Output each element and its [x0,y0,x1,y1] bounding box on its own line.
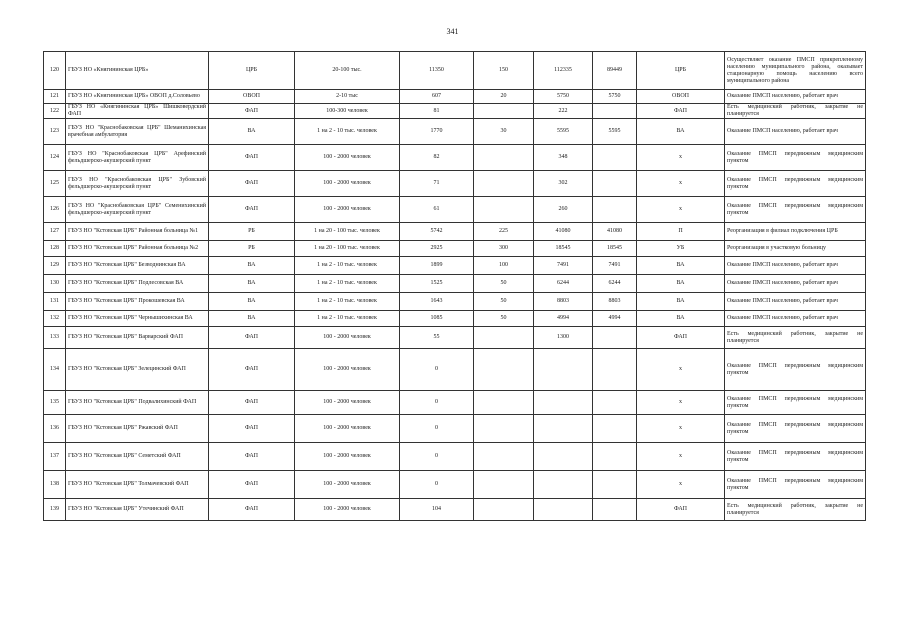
new-facility-type: x [637,349,725,391]
facility-name: ГБУЗ НО "Кстовская ЦРБ" Ржавский ФАП [66,415,209,443]
planned-action-note: Реорганизация в филиал подключения ЦРБ [725,223,866,241]
table-row [44,327,866,349]
planned-action-note: Есть медицинский работник, закрытие не планируется [725,499,866,521]
value-distance [474,499,534,521]
planned-action-note: Оказание ПМСП населению, работает врач [725,293,866,311]
value-population: 0 [400,349,474,391]
new-facility-type: x [637,145,725,171]
table-row [44,257,866,275]
facility-name: ГБУЗ НО "Кстовская ЦРБ" Утечинский ФАП [66,499,209,521]
facility-type: ЦРБ [209,52,295,90]
new-facility-type: x [637,197,725,223]
table-row [44,499,866,521]
facility-type: ВА [209,275,295,293]
new-facility-type: ВА [637,293,725,311]
facilities-table [43,51,866,521]
population-norm: 1 на 20 - 100 тыс. человек [295,223,400,241]
table-row [44,349,866,391]
row-number: 124 [44,145,66,171]
value-attached: 41080 [534,223,593,241]
planned-action-note: Оказание ПМСП населению, работает врач [725,90,866,104]
planned-action-note: Оказание ПМСП передвижным медицинским пунктом [725,443,866,471]
table-row [44,145,866,171]
new-facility-type: ФАП [637,327,725,349]
new-facility-type: x [637,391,725,415]
value-attached: 260 [534,197,593,223]
value-distance: 50 [474,311,534,327]
facility-type: ФАП [209,391,295,415]
row-number: 127 [44,223,66,241]
table-row [44,415,866,443]
value-distance: 300 [474,241,534,257]
new-facility-type: x [637,171,725,197]
table-row [44,119,866,145]
value-attached: 348 [534,145,593,171]
value-attached: 8803 [534,293,593,311]
table-row [44,197,866,223]
planned-action-note: Оказание ПМСП населению, работает врач [725,119,866,145]
planned-action-note: Оказание ПМСП передвижным медицинским пунктом [725,171,866,197]
value-served [593,415,637,443]
population-norm: 100 - 2000 человек [295,171,400,197]
population-norm: 100-300 человек [295,104,400,119]
value-population: 0 [400,471,474,499]
population-norm: 1 на 2 - 10 тыс. человек [295,293,400,311]
value-population: 0 [400,391,474,415]
facility-type: ОВОП [209,90,295,104]
value-attached: 5595 [534,119,593,145]
new-facility-type: ЦРБ [637,52,725,90]
value-population: 11350 [400,52,474,90]
value-attached [534,349,593,391]
new-facility-type: П [637,223,725,241]
planned-action-note: Оказание ПМСП передвижным медицинским пунктом [725,391,866,415]
value-attached: 4994 [534,311,593,327]
row-number: 137 [44,443,66,471]
row-number: 125 [44,171,66,197]
row-number: 133 [44,327,66,349]
population-norm: 100 - 2000 человек [295,197,400,223]
value-served: 4994 [593,311,637,327]
facility-type: ФАП [209,171,295,197]
facility-name: ГБУЗ НО "Краснобаковская ЦРБ" Шеманихинская врачебная амбулатория [66,119,209,145]
facility-name: ГБУЗ НО "Кстовская ЦРБ" Семетский ФАП [66,443,209,471]
value-attached: 7491 [534,257,593,275]
facility-name: ГБУЗ НО "Кстовская ЦРБ" Районная больница №2 [66,241,209,257]
value-attached [534,415,593,443]
row-number: 135 [44,391,66,415]
facility-name: ГБУЗ НО «Княгининская ЦРБ» ОВОП д.Соловьево [66,90,209,104]
value-distance: 150 [474,52,534,90]
value-served [593,171,637,197]
population-norm: 1 на 2 - 10 тыс. человек [295,257,400,275]
value-attached [534,471,593,499]
new-facility-type: УБ [637,241,725,257]
facility-type: ВА [209,311,295,327]
value-attached: 112335 [534,52,593,90]
facility-name: ГБУЗ НО "Кстовская ЦРБ" Подвалихинский ФАП [66,391,209,415]
value-served [593,391,637,415]
facility-type: ФАП [209,499,295,521]
value-served [593,327,637,349]
new-facility-type: ВА [637,257,725,275]
planned-action-note: Оказание ПМСП передвижным медицинским пунктом [725,349,866,391]
facility-name: ГБУЗ НО "Кстовская ЦРБ" Районная больница №1 [66,223,209,241]
value-population: 1770 [400,119,474,145]
facility-type: ФАП [209,197,295,223]
planned-action-note: Оказание ПМСП передвижным медицинским пунктом [725,415,866,443]
facility-name: ГБУЗ НО "Кстовская ЦРБ" Прокошевская ВА [66,293,209,311]
population-norm: 1 на 2 - 10 тыс. человек [295,311,400,327]
table-row [44,241,866,257]
value-population: 61 [400,197,474,223]
row-number: 128 [44,241,66,257]
value-attached: 18545 [534,241,593,257]
row-number: 120 [44,52,66,90]
value-served [593,443,637,471]
table-body [44,52,866,521]
value-served: 5750 [593,90,637,104]
row-number: 121 [44,90,66,104]
table-row [44,443,866,471]
new-facility-type: ВА [637,119,725,145]
planned-action-note: Оказание ПМСП передвижным медицинским пунктом [725,197,866,223]
facility-type: ФАП [209,104,295,119]
value-population: 55 [400,327,474,349]
planned-action-note: Оказание ПМСП населению, работает врач [725,311,866,327]
value-distance [474,145,534,171]
value-attached: 222 [534,104,593,119]
value-served [593,145,637,171]
value-served [593,197,637,223]
value-population: 607 [400,90,474,104]
population-norm: 1 на 2 - 10 тыс. человек [295,119,400,145]
new-facility-type: x [637,415,725,443]
page-number: 341 [446,27,459,36]
table-row [44,104,866,119]
population-norm: 100 - 2000 человек [295,327,400,349]
value-served: 5595 [593,119,637,145]
value-population: 0 [400,415,474,443]
value-distance [474,327,534,349]
value-distance: 20 [474,90,534,104]
table-row [44,391,866,415]
facility-name: ГБУЗ НО "Краснобаковская ЦРБ" Арефинский фельдшерско-акушерский пункт [66,145,209,171]
table-row [44,471,866,499]
row-number: 129 [44,257,66,275]
table-row [44,275,866,293]
value-population: 2925 [400,241,474,257]
new-facility-type: ОВОП [637,90,725,104]
value-attached [534,391,593,415]
table-row [44,90,866,104]
facility-type: ФАП [209,443,295,471]
value-population: 104 [400,499,474,521]
facility-name: ГБУЗ НО "Кстовская ЦРБ" Толмачевский ФАП [66,471,209,499]
row-number: 123 [44,119,66,145]
new-facility-type: ВА [637,311,725,327]
value-served: 6244 [593,275,637,293]
facility-type: ВА [209,119,295,145]
value-population: 5742 [400,223,474,241]
facility-name: ГБУЗ НО "Кстовская ЦРБ" Чернышихинская ВА [66,311,209,327]
row-number: 138 [44,471,66,499]
population-norm: 2-10 тыс [295,90,400,104]
value-distance: 50 [474,275,534,293]
facility-type: ФАП [209,471,295,499]
value-population: 71 [400,171,474,197]
value-served: 41080 [593,223,637,241]
facility-name: ГБУЗ НО «Княгининская ЦРБ» [66,52,209,90]
value-population: 0 [400,443,474,471]
value-served: 7491 [593,257,637,275]
value-distance [474,415,534,443]
population-norm: 100 - 2000 человек [295,499,400,521]
row-number: 134 [44,349,66,391]
value-population: 1085 [400,311,474,327]
value-served: 8803 [593,293,637,311]
value-served [593,349,637,391]
facility-name: ГБУЗ НО "Кстовская ЦРБ" Варварский ФАП [66,327,209,349]
row-number: 126 [44,197,66,223]
value-attached [534,499,593,521]
population-norm: 100 - 2000 человек [295,349,400,391]
facility-name: ГБУЗ НО "Кстовская ЦРБ" Зелецинский ФАП [66,349,209,391]
new-facility-type: x [637,443,725,471]
value-served [593,499,637,521]
population-norm: 1 на 2 - 10 тыс. человек [295,275,400,293]
value-served [593,104,637,119]
facility-name: ГБУЗ НО "Кстовская ЦРБ" Безводнинская ВА [66,257,209,275]
value-attached: 302 [534,171,593,197]
planned-action-note: Оказание ПМСП передвижным медицинским пунктом [725,145,866,171]
new-facility-type: ФАП [637,499,725,521]
value-distance [474,171,534,197]
facility-name: ГБУЗ НО "Краснобаковская ЦРБ" Зубовский фельдшерско-акушерский пункт [66,171,209,197]
value-distance [474,391,534,415]
planned-action-note: Оказание ПМСП передвижным медицинским пунктом [725,471,866,499]
table-row [44,171,866,197]
value-population: 1643 [400,293,474,311]
facility-type: ФАП [209,327,295,349]
population-norm: 100 - 2000 человек [295,391,400,415]
value-population: 1525 [400,275,474,293]
population-norm: 100 - 2000 человек [295,415,400,443]
facility-type: ФАП [209,145,295,171]
planned-action-note: Оказание ПМСП населению, работает врач [725,257,866,275]
value-distance: 50 [474,293,534,311]
value-population: 82 [400,145,474,171]
facility-name: ГБУЗ НО "Краснобаковская ЦРБ" Семенихинский фельдшерско-акушерский пункт [66,197,209,223]
facility-type: ВА [209,293,295,311]
table-row [44,311,866,327]
population-norm: 100 - 2000 человек [295,145,400,171]
planned-action-note: Реорганизация в участковую больницу [725,241,866,257]
facility-type: РБ [209,223,295,241]
population-norm: 1 на 20 - 100 тыс. человек [295,241,400,257]
value-attached: 5750 [534,90,593,104]
value-distance: 225 [474,223,534,241]
table-row [44,223,866,241]
row-number: 136 [44,415,66,443]
value-attached [534,443,593,471]
facility-type: ВА [209,257,295,275]
value-population: 1899 [400,257,474,275]
new-facility-type: ФАП [637,104,725,119]
new-facility-type: x [637,471,725,499]
facility-type: РБ [209,241,295,257]
planned-action-note: Есть медицинский работник, закрытие не планируется [725,104,866,119]
value-distance: 30 [474,119,534,145]
value-served: 18545 [593,241,637,257]
value-distance: 100 [474,257,534,275]
row-number: 130 [44,275,66,293]
facility-type: ФАП [209,415,295,443]
table-row [44,52,866,90]
value-distance [474,104,534,119]
row-number: 139 [44,499,66,521]
value-distance [474,197,534,223]
value-served: 89449 [593,52,637,90]
new-facility-type: ВА [637,275,725,293]
facility-name: ГБУЗ НО "Кстовская ЦРБ" Подлесовская ВА [66,275,209,293]
planned-action-note: Есть медицинский работник, закрытие не планируется [725,327,866,349]
row-number: 122 [44,104,66,119]
value-distance [474,443,534,471]
planned-action-note: Оказание ПМСП населению, работает врач [725,275,866,293]
table-row [44,293,866,311]
population-norm: 100 - 2000 человек [295,443,400,471]
planned-action-note: Осуществляет оказание ПМСП прикрепленному населению муниципального района, оказывает стационарную помощь населению всего муниципального района [725,52,866,90]
value-served [593,471,637,499]
population-norm: 20-100 тыс. [295,52,400,90]
facility-name: ГБУЗ НО «Княгининская ЦРБ» Шишковердский ФАП [66,104,209,119]
population-norm: 100 - 2000 человек [295,471,400,499]
value-attached: 1300 [534,327,593,349]
row-number: 131 [44,293,66,311]
value-distance [474,471,534,499]
value-distance [474,349,534,391]
row-number: 132 [44,311,66,327]
value-population: 81 [400,104,474,119]
facility-type: ФАП [209,349,295,391]
value-attached: 6244 [534,275,593,293]
